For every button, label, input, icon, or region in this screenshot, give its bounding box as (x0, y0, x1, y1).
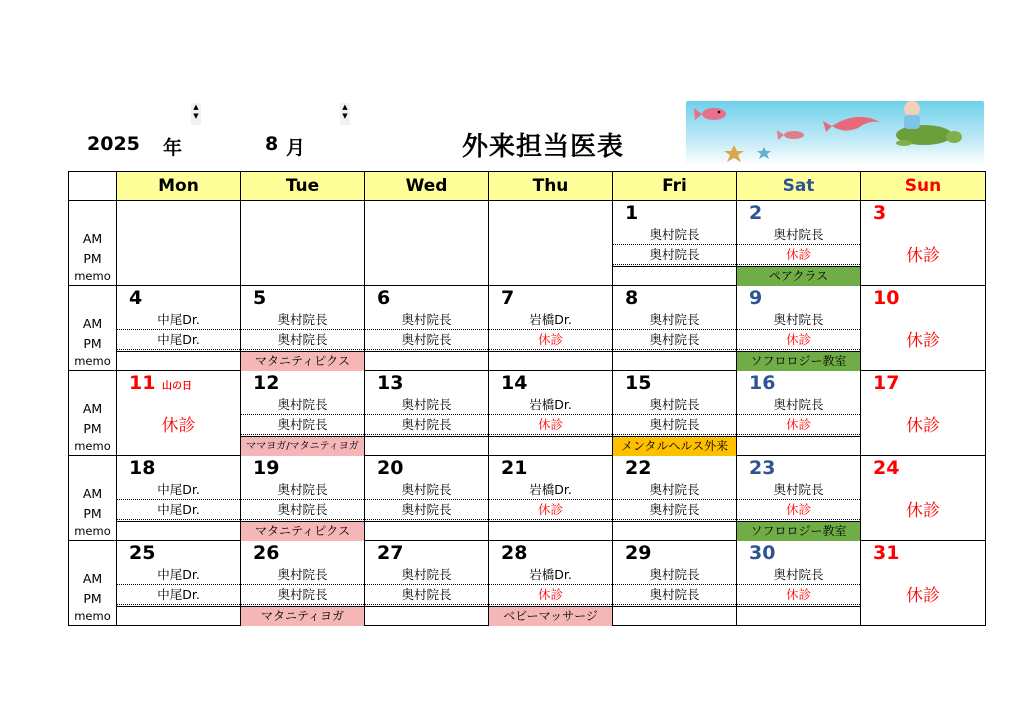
row-label-cell (69, 456, 117, 541)
day-cell (365, 456, 489, 541)
memo-cell: マタニティピクス (241, 521, 364, 541)
pm-doctor: 休診 (737, 585, 860, 605)
day-cell (241, 456, 365, 541)
row-label-memo: memo (74, 609, 111, 623)
memo-cell (117, 521, 240, 541)
starfish-icon (724, 145, 744, 162)
day-number: 26 (253, 542, 280, 564)
day-number: 23 (749, 457, 776, 479)
row-label-memo: memo (74, 439, 111, 453)
day-number: 7 (501, 287, 515, 309)
person-icon (904, 101, 920, 129)
row-label-cell (69, 201, 117, 286)
memo-cell: マタニティヨガ (241, 606, 364, 626)
memo-cell: ペアクラス (737, 266, 860, 286)
am-doctor: 奥村院長 (241, 480, 364, 500)
dolphin-icon (823, 117, 880, 132)
starfish-icon (757, 147, 771, 159)
row-label-pm: PM (83, 251, 102, 266)
am-doctor: 岩橋Dr. (489, 310, 612, 330)
header-corner (69, 172, 117, 201)
weekday-header-fri: Fri (613, 172, 737, 201)
day-cell (613, 286, 737, 371)
day-number: 5 (253, 287, 267, 309)
day-number: 2 (749, 202, 763, 224)
day-cell (737, 286, 861, 371)
am-doctor: 奥村院長 (365, 310, 488, 330)
spinner-down-icon[interactable]: ▼ (193, 112, 199, 120)
day-cell (489, 201, 613, 286)
spinner-up-icon[interactable]: ▲ (193, 103, 199, 111)
sea-banner-image (686, 101, 984, 165)
pm-doctor: 奥村院長 (365, 500, 488, 520)
day-cell (489, 541, 613, 626)
row-label-pm: PM (83, 421, 102, 436)
am-doctor: 奥村院長 (613, 565, 736, 585)
am-doctor: 中尾Dr. (117, 565, 240, 585)
pm-doctor: 奥村院長 (613, 585, 736, 605)
day-cell (489, 456, 613, 541)
pm-doctor: 中尾Dr. (117, 585, 240, 605)
am-doctor: 岩橋Dr. (489, 395, 612, 415)
weekday-header-thu: Thu (489, 172, 613, 201)
memo-cell: メンタルヘルス外来 (613, 436, 736, 456)
memo-cell (489, 351, 612, 371)
day-cell (365, 541, 489, 626)
week-row (69, 541, 986, 626)
row-label-pm: PM (83, 336, 102, 351)
row-label-pm: PM (83, 506, 102, 521)
day-number: 18 (129, 457, 156, 479)
row-label-memo: memo (74, 354, 111, 368)
day-cell (241, 286, 365, 371)
am-doctor: 奥村院長 (737, 395, 860, 415)
closed-label: 休診 (906, 501, 940, 521)
pm-doctor: 休診 (489, 415, 612, 435)
day-number: 10 (873, 287, 900, 309)
memo-cell (737, 436, 860, 456)
day-cell (241, 541, 365, 626)
schedule-table (68, 171, 986, 626)
weekday-header-sun: Sun (861, 172, 986, 201)
memo-cell (613, 266, 736, 286)
day-number: 29 (625, 542, 652, 564)
day-cell (613, 541, 737, 626)
am-doctor: 奥村院長 (241, 565, 364, 585)
weekday-header-sat: Sat (737, 172, 861, 201)
day-cell (861, 371, 986, 456)
day-cell (861, 201, 986, 286)
memo-cell: マタニティピクス (241, 351, 364, 371)
day-number: 25 (129, 542, 156, 564)
memo-cell (365, 436, 488, 456)
week-row (69, 286, 986, 371)
day-cell (365, 371, 489, 456)
month-suffix: 月 (286, 137, 306, 159)
am-doctor: 奥村院長 (737, 310, 860, 330)
pm-doctor: 休診 (737, 245, 860, 265)
day-cell (117, 286, 241, 371)
pm-doctor: 奥村院長 (241, 500, 364, 520)
holiday-name: 山の日 (162, 381, 192, 392)
memo-cell (117, 606, 240, 626)
weekday-header-tue: Tue (241, 172, 365, 201)
month-value: 8 (265, 133, 279, 155)
week-row (69, 201, 986, 286)
am-doctor: 奥村院長 (613, 395, 736, 415)
memo-cell: ママヨガ/マタニティヨガ (241, 436, 364, 456)
day-cell (613, 371, 737, 456)
day-cell (117, 541, 241, 626)
memo-cell (489, 521, 612, 541)
row-label-am: AM (82, 401, 103, 416)
row-label-am: AM (82, 316, 103, 331)
weekday-header-row (69, 172, 986, 201)
pm-doctor: 奥村院長 (241, 330, 364, 350)
day-number: 24 (873, 457, 900, 479)
row-label-cell (69, 286, 117, 371)
am-doctor: 奥村院長 (737, 225, 860, 245)
day-cell (613, 201, 737, 286)
am-doctor: 岩橋Dr. (489, 480, 612, 500)
day-cell (737, 371, 861, 456)
day-number: 16 (749, 372, 776, 394)
pm-doctor: 奥村院長 (613, 330, 736, 350)
memo-cell (613, 606, 736, 626)
page-title: 外来担当医表 (462, 132, 625, 162)
day-cell (365, 286, 489, 371)
day-cell (117, 456, 241, 541)
day-cell (737, 541, 861, 626)
pm-doctor: 休診 (489, 500, 612, 520)
memo-cell (489, 436, 612, 456)
pm-doctor: 中尾Dr. (117, 500, 240, 520)
day-number: 3 (873, 202, 887, 224)
day-cell (489, 286, 613, 371)
year-suffix: 年 (163, 137, 183, 159)
week-row (69, 456, 986, 541)
day-cell (241, 201, 365, 286)
pm-doctor: 休診 (489, 585, 612, 605)
pm-doctor: 休診 (737, 330, 860, 350)
am-doctor: 奥村院長 (737, 480, 860, 500)
pm-doctor: 奥村院長 (365, 330, 488, 350)
day-number: 20 (377, 457, 404, 479)
day-number: 30 (749, 542, 776, 564)
am-doctor: 奥村院長 (365, 480, 488, 500)
row-label-cell (69, 371, 117, 456)
pm-doctor: 奥村院長 (241, 415, 364, 435)
row-label-am: AM (82, 486, 103, 501)
spinner-down-icon[interactable]: ▼ (342, 112, 348, 120)
pm-doctor: 奥村院長 (365, 415, 488, 435)
row-label-am: AM (82, 231, 103, 246)
memo-cell: ソフロロジー教室 (737, 521, 860, 541)
weekday-header-mon: Mon (117, 172, 241, 201)
day-number: 17 (873, 372, 900, 394)
pm-doctor: 奥村院長 (613, 245, 736, 265)
memo-cell: ベビーマッサージ (489, 606, 612, 626)
row-label-cell (69, 541, 117, 626)
fish-icon (777, 130, 804, 140)
memo-cell (365, 351, 488, 371)
pm-doctor: 奥村院長 (241, 585, 364, 605)
day-cell (861, 286, 986, 371)
closed-label: 休診 (161, 416, 196, 436)
day-cell (861, 456, 986, 541)
day-number: 21 (501, 457, 528, 479)
memo-cell (737, 606, 860, 626)
am-doctor: 奥村院長 (241, 395, 364, 415)
day-cell (365, 201, 489, 286)
am-doctor: 奥村院長 (241, 310, 364, 330)
pm-doctor: 休診 (737, 415, 860, 435)
day-number: 31 (873, 542, 900, 564)
pm-doctor: 奥村院長 (613, 415, 736, 435)
am-doctor: 奥村院長 (613, 225, 736, 245)
am-doctor: 中尾Dr. (117, 480, 240, 500)
day-number: 12 (253, 372, 280, 394)
am-doctor: 奥村院長 (365, 565, 488, 585)
day-number: 27 (377, 542, 404, 564)
day-number: 15 (625, 372, 652, 394)
pm-doctor: 奥村院長 (613, 500, 736, 520)
day-number: 14 (501, 372, 528, 394)
day-number: 8 (625, 287, 639, 309)
memo-cell: ソフロロジー教室 (737, 351, 860, 371)
day-number: 6 (377, 287, 391, 309)
day-cell (241, 371, 365, 456)
sea-illustration (686, 101, 984, 165)
day-number: 22 (625, 457, 652, 479)
day-cell (613, 456, 737, 541)
spinner-up-icon[interactable]: ▲ (342, 103, 348, 111)
day-cell (117, 371, 241, 456)
am-doctor: 奥村院長 (737, 565, 860, 585)
closed-label: 休診 (906, 331, 940, 351)
pm-doctor: 中尾Dr. (117, 330, 240, 350)
memo-cell (117, 351, 240, 371)
day-cell (117, 201, 241, 286)
day-number: 13 (377, 372, 404, 394)
week-row (69, 371, 986, 456)
pm-doctor: 休診 (737, 500, 860, 520)
day-number: 4 (129, 287, 143, 309)
day-number: 11 (129, 372, 156, 394)
memo-cell (613, 351, 736, 371)
row-label-pm: PM (83, 591, 102, 606)
am-doctor: 中尾Dr. (117, 310, 240, 330)
closed-label: 休診 (906, 246, 940, 266)
day-number: 9 (749, 287, 763, 309)
day-cell (489, 371, 613, 456)
year-spinner[interactable] (191, 103, 201, 125)
month-spinner[interactable] (340, 103, 350, 125)
weekday-header-wed: Wed (365, 172, 489, 201)
pm-doctor: 休診 (489, 330, 612, 350)
row-label-memo: memo (74, 524, 111, 538)
am-doctor: 奥村院長 (613, 310, 736, 330)
am-doctor: 奥村院長 (613, 480, 736, 500)
pm-doctor: 奥村院長 (365, 585, 488, 605)
fish-icon (694, 108, 726, 120)
closed-label: 休診 (906, 416, 940, 436)
closed-label: 休診 (906, 586, 940, 606)
day-number: 28 (501, 542, 528, 564)
day-cell (861, 541, 986, 626)
am-doctor: 岩橋Dr. (489, 565, 612, 585)
row-label-memo: memo (74, 269, 111, 283)
memo-cell (613, 521, 736, 541)
am-doctor: 奥村院長 (365, 395, 488, 415)
memo-cell (365, 606, 488, 626)
day-number: 19 (253, 457, 280, 479)
day-number: 1 (625, 202, 639, 224)
day-cell (737, 456, 861, 541)
memo-cell (365, 521, 488, 541)
row-label-am: AM (82, 571, 103, 586)
year-value: 2025 (87, 133, 140, 155)
day-cell (737, 201, 861, 286)
